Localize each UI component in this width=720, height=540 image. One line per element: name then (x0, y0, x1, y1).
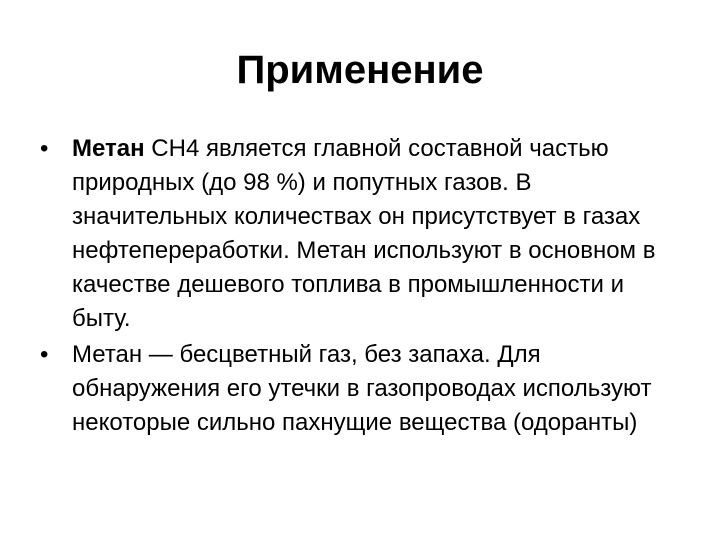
bullet-item-methane-properties (40, 338, 680, 440)
bullet-item-methane-usage (40, 132, 680, 336)
bullet-text: Метан — бесцветный газ, без запаха. Для обнаружения его утечки в газопроводах используют некоторые сильно пахнущие вещества (одоранты) (72, 341, 652, 436)
bullet-text: СН4 является главной составной частью природных (до 98 %) и попутных газов. В значительных количествах он присутствует в газах нефтепереработки. Метан используют в основном в качестве дешевого топлива в промышленности и быту. (72, 135, 656, 332)
bullet-list (40, 132, 680, 442)
slide-title: Применение (236, 48, 484, 92)
bullet-icon: • (40, 341, 49, 368)
bullet-term: Метан (72, 135, 145, 162)
bullet-icon: • (40, 135, 49, 162)
